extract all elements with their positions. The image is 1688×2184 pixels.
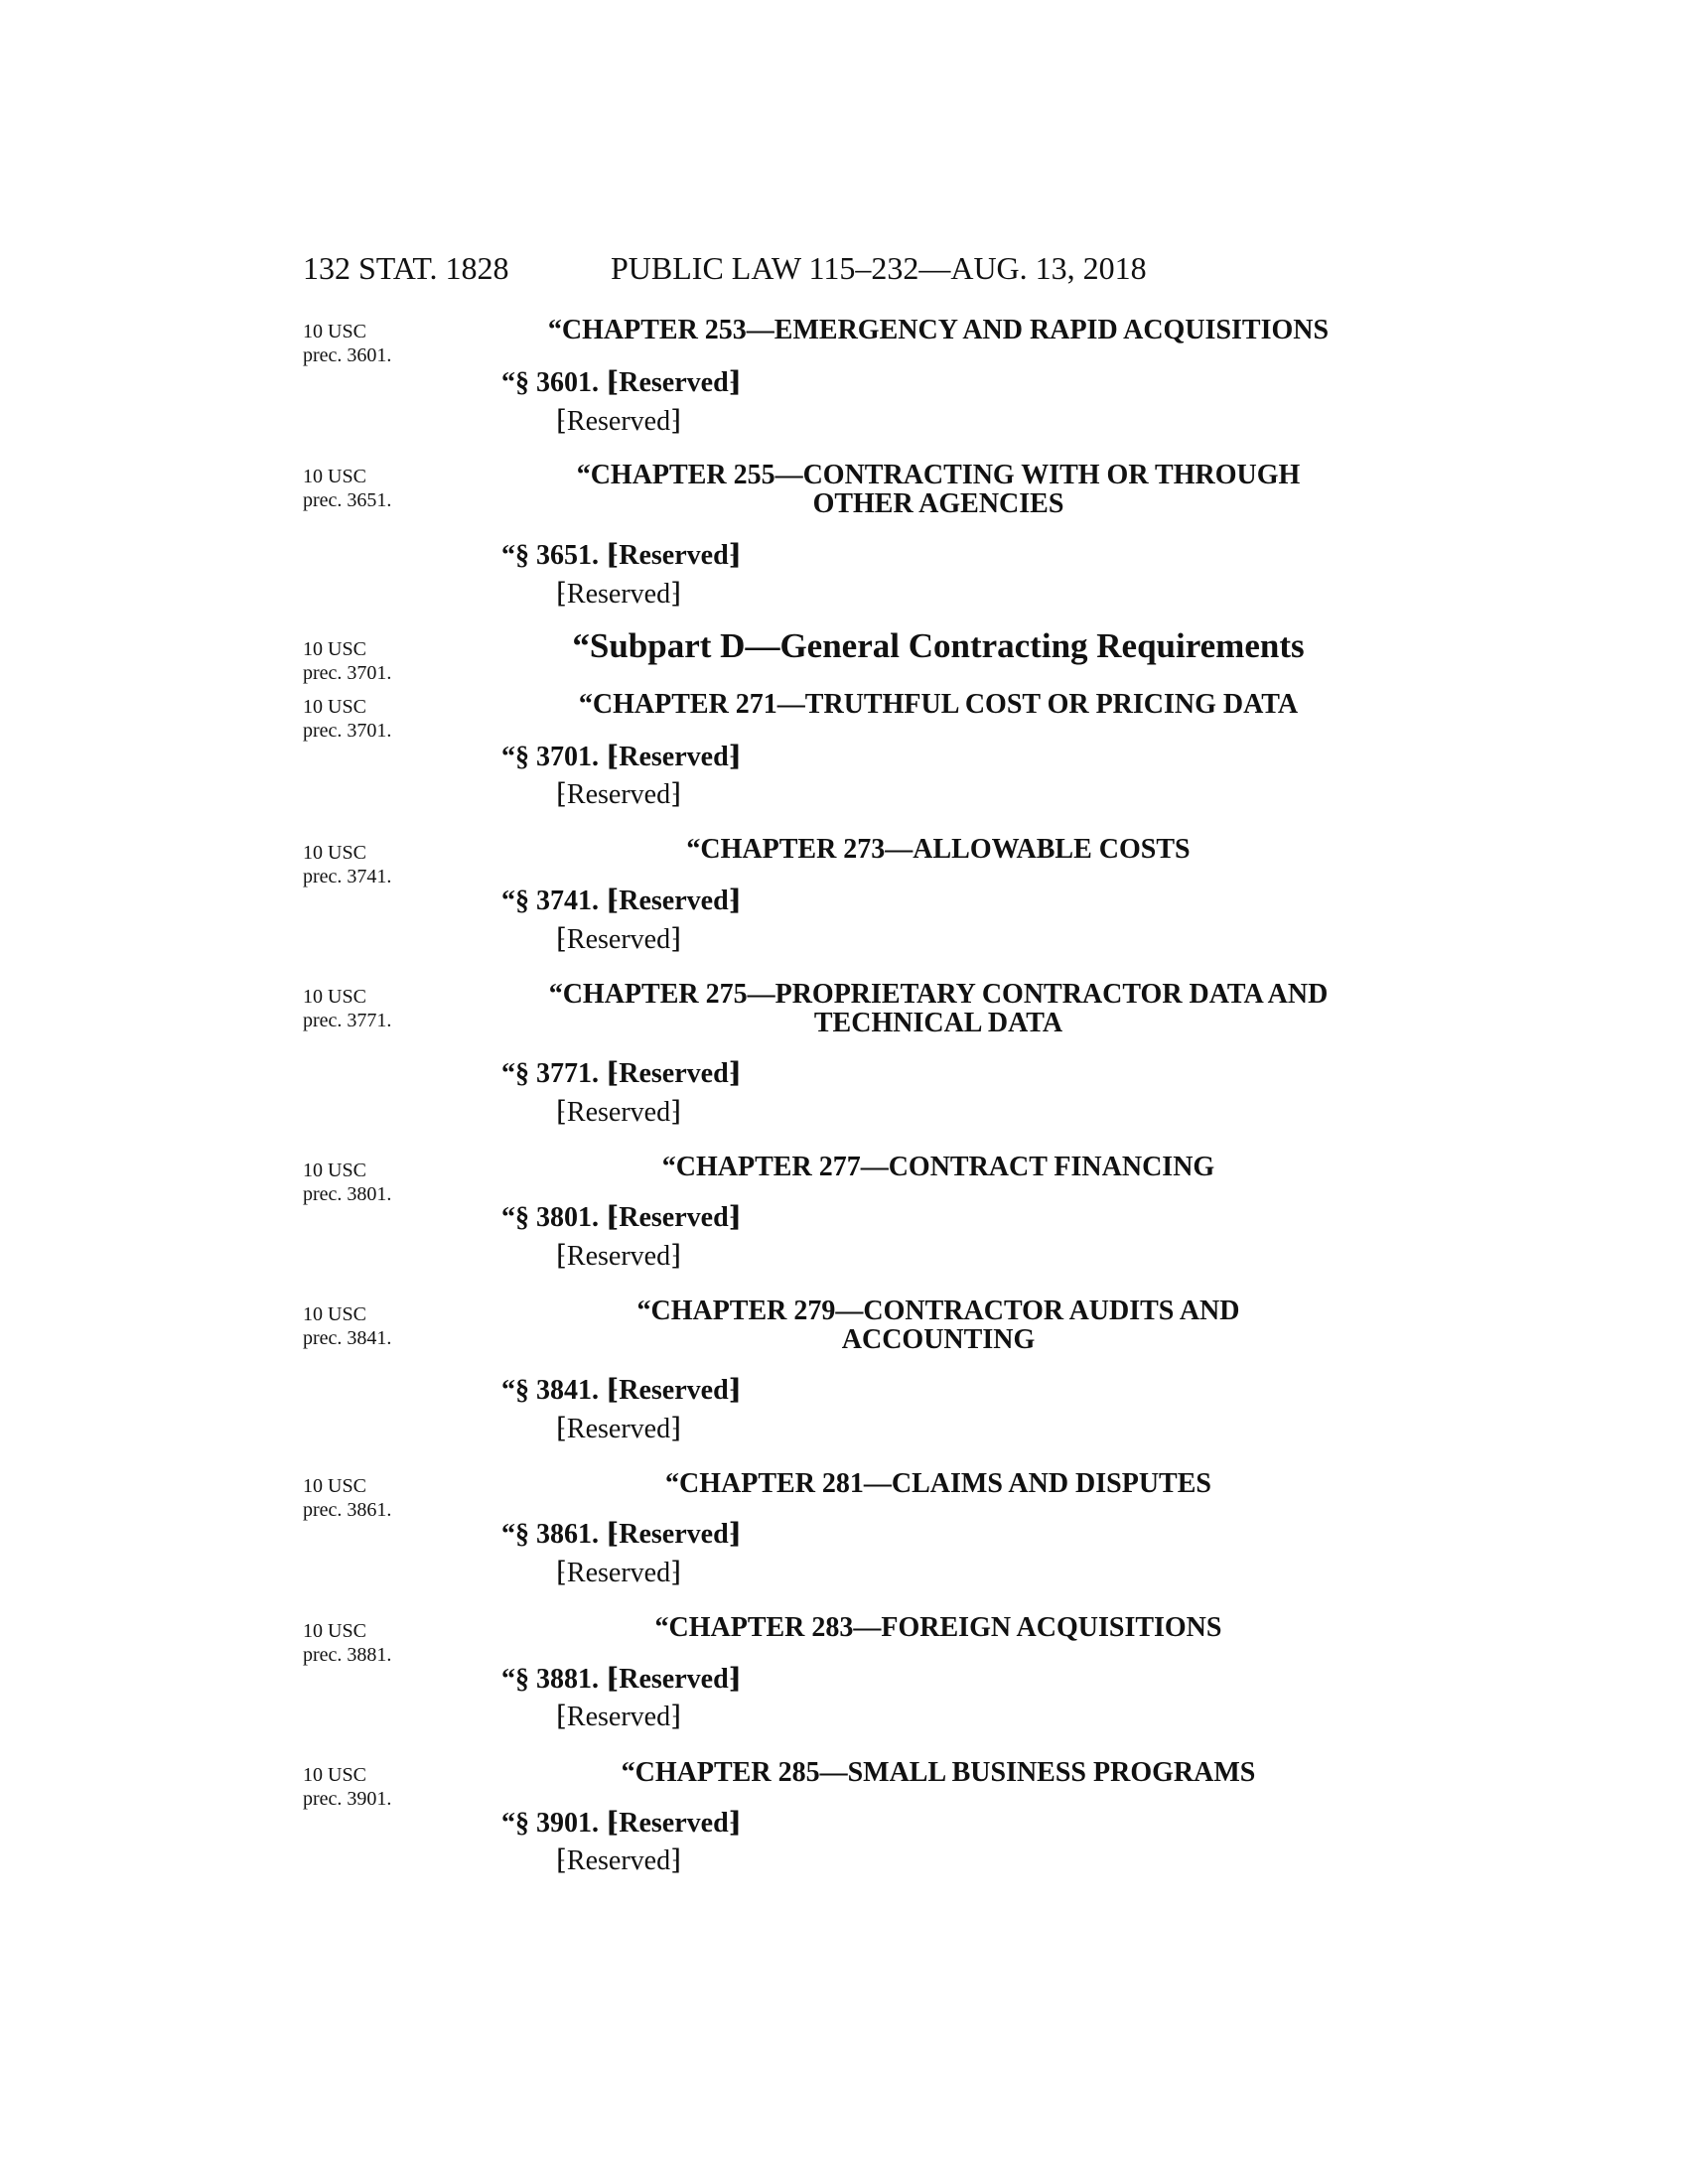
statute-page-ref: 132 STAT. 1828 <box>303 250 509 286</box>
subpart-heading: “Subpart D—General Contracting Requirements <box>572 626 1305 665</box>
chapter-heading-line: “CHAPTER 271—TRUTHFUL COST OR PRICING DATA <box>578 689 1299 720</box>
margin-note-line: 10 USC <box>303 1764 366 1786</box>
margin-note-line: 10 USC <box>303 696 366 718</box>
section-heading: “§ 3841. ⁅Reserved⁆ <box>501 1375 742 1406</box>
margin-note-line: prec. 3701. <box>303 720 392 742</box>
section-heading: “§ 3651. ⁅Reserved⁆ <box>501 540 742 571</box>
section-body: ⁅Reserved⁆ <box>556 779 682 810</box>
margin-note-line: 10 USC <box>303 986 366 1008</box>
margin-note <box>303 637 391 685</box>
margin-note-line: prec. 3861. <box>303 1499 392 1521</box>
chapter-heading-line: “CHAPTER 285—SMALL BUSINESS PROGRAMS <box>621 1757 1256 1788</box>
section-heading: “§ 3741. ⁅Reserved⁆ <box>501 886 742 916</box>
margin-note-line: prec. 3651. <box>303 489 392 511</box>
margin-note-line: 10 USC <box>303 466 366 487</box>
margin-note <box>303 1159 391 1206</box>
section-body: ⁅Reserved⁆ <box>556 1558 682 1588</box>
margin-note-line: 10 USC <box>303 1160 366 1181</box>
section-body: ⁅Reserved⁆ <box>556 1097 682 1128</box>
section-body: ⁅Reserved⁆ <box>556 1241 682 1272</box>
chapter-heading <box>501 1297 1375 1354</box>
margin-note-line: prec. 3771. <box>303 1010 392 1031</box>
section-body: ⁅Reserved⁆ <box>556 1414 682 1444</box>
chapter-heading <box>501 1153 1375 1181</box>
margin-note-line: 10 USC <box>303 321 366 342</box>
chapter-heading <box>501 1469 1375 1498</box>
margin-note <box>303 1302 391 1350</box>
chapter-heading-line: OTHER AGENCIES <box>812 488 1064 519</box>
chapter-heading-line: ACCOUNTING <box>841 1324 1036 1355</box>
section-heading: “§ 3771. ⁅Reserved⁆ <box>501 1058 742 1089</box>
margin-note-line: prec. 3801. <box>303 1183 392 1205</box>
chapter-heading-line: “CHAPTER 279—CONTRACTOR AUDITS AND <box>636 1296 1240 1326</box>
section-heading: “§ 3881. ⁅Reserved⁆ <box>501 1664 742 1695</box>
section-heading: “§ 3801. ⁅Reserved⁆ <box>501 1202 742 1233</box>
margin-note-line: 10 USC <box>303 638 366 660</box>
margin-note-line: prec. 3701. <box>303 662 392 684</box>
margin-note <box>303 695 391 743</box>
chapter-heading-line: “CHAPTER 281—CLAIMS AND DISPUTES <box>665 1468 1211 1499</box>
chapter-heading <box>501 690 1375 719</box>
chapter-heading-line: “CHAPTER 275—PROPRIETARY CONTRACTOR DATA AND <box>548 979 1329 1010</box>
section-heading: “§ 3601. ⁅Reserved⁆ <box>501 367 742 398</box>
chapter-heading <box>501 1758 1375 1787</box>
chapter-heading-line: “CHAPTER 277—CONTRACT FINANCING <box>661 1152 1215 1182</box>
margin-note-line: 10 USC <box>303 1475 366 1497</box>
section-body: ⁅Reserved⁆ <box>556 579 682 610</box>
margin-note <box>303 1619 391 1667</box>
margin-note <box>303 985 391 1032</box>
chapter-heading <box>501 1613 1375 1642</box>
margin-note <box>303 1474 391 1522</box>
margin-note <box>303 320 391 367</box>
margin-note-line: prec. 3601. <box>303 344 392 366</box>
section-body: ⁅Reserved⁆ <box>556 406 682 437</box>
section-body: ⁅Reserved⁆ <box>556 924 682 955</box>
chapter-heading <box>501 316 1375 344</box>
margin-note-line: prec. 3741. <box>303 866 392 887</box>
chapter-heading <box>501 835 1375 864</box>
page-header <box>303 250 1370 290</box>
section-heading: “§ 3861. ⁅Reserved⁆ <box>501 1519 742 1550</box>
section-heading: “§ 3901. ⁅Reserved⁆ <box>501 1808 742 1839</box>
chapter-heading-line: “CHAPTER 283—FOREIGN ACQUISITIONS <box>654 1612 1222 1643</box>
section-body: ⁅Reserved⁆ <box>556 1845 682 1876</box>
margin-note <box>303 1763 391 1811</box>
margin-note <box>303 841 391 888</box>
chapter-heading-line: TECHNICAL DATA <box>813 1008 1063 1038</box>
chapter-heading-line: “CHAPTER 253—EMERGENCY AND RAPID ACQUISITIONS <box>547 315 1330 345</box>
chapter-heading <box>501 980 1375 1037</box>
law-title: PUBLIC LAW 115–232—AUG. 13, 2018 <box>611 250 1147 286</box>
section-heading: “§ 3701. ⁅Reserved⁆ <box>501 742 742 772</box>
margin-note-line: 10 USC <box>303 842 366 864</box>
margin-note-line: prec. 3881. <box>303 1644 392 1666</box>
chapter-heading-line: “CHAPTER 273—ALLOWABLE COSTS <box>686 834 1191 865</box>
margin-note-line: prec. 3841. <box>303 1327 392 1349</box>
margin-note-line: prec. 3901. <box>303 1788 392 1810</box>
chapter-heading <box>501 461 1375 518</box>
chapter-heading-line: “CHAPTER 255—CONTRACTING WITH OR THROUGH <box>576 460 1301 490</box>
margin-note-line: 10 USC <box>303 1620 366 1642</box>
margin-note <box>303 465 391 512</box>
margin-note-line: 10 USC <box>303 1303 366 1325</box>
section-body: ⁅Reserved⁆ <box>556 1702 682 1732</box>
